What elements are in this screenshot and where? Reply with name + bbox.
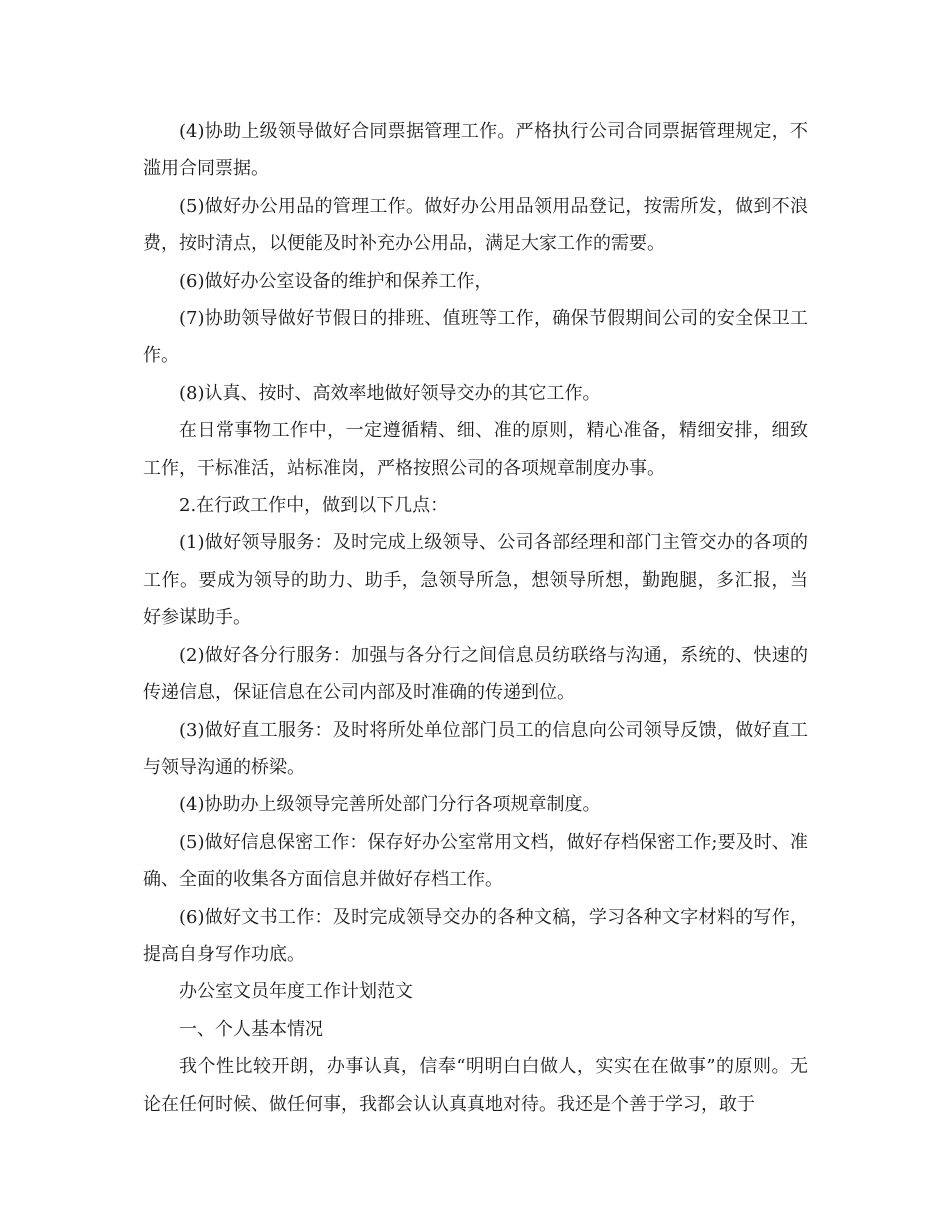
- section-subtitle: 一、个人基本情况: [179, 1018, 323, 1040]
- document-body: [143, 113, 808, 1123]
- paragraph-holiday-shifts: (7)协助领导做好节假日的排班、值班等工作，确保节假期间公司的安全保卫工作。: [143, 308, 808, 367]
- paragraph-branch-service: (2)做好各分行服务：加强与各分行之间信息员纺联络与沟通，系统的、快速的传递信息，保证信息在公司内部及时准确的传递到位。: [143, 644, 808, 704]
- paragraph-rules-improvement: (4)协助办上级领导完善所处部门分行各项规章制度。: [179, 794, 601, 816]
- paragraph-contract-bills: (4)协助上级领导做好合同票据管理工作。严格执行公司合同票据管理规定，不滥用合同票据。: [143, 121, 808, 180]
- paragraph-other-tasks: (8)认真、按时、高效率地做好领导交办的其它工作。: [179, 382, 601, 404]
- paragraph-staff-service: (3)做好直工服务：及时将所处单位部门员工的信息向公司领导反馈，做好直工与领导沟通的桥梁。: [143, 719, 808, 778]
- paragraph-document-work: (6)做好文书工作：及时完成领导交办的各种文稿，学习各种文字材料的写作，提高自身写作功底。: [143, 906, 808, 965]
- paragraph-leader-service: (1)做好领导服务：及时完成上级领导、公司各部经理和部门主管交办的各项的工作。要成为领导的助力、助手，急领导所急，想领导所想，勤跑腿，多汇报，当好参谋助手。: [143, 532, 808, 629]
- paragraph-confidentiality: (5)做好信息保密工作：保存好办公室常用文档，做好存档保密工作;要及时、准确、全面的收集各方面信息并做好存档工作。: [143, 831, 808, 891]
- paragraph-daily-principles: 在日常事物工作中，一定遵循精、细、准的原则，精心准备，精细安排，细致工作，干标准活，站标准岗，严格按照公司的各项规章制度办事。: [143, 420, 808, 479]
- paragraph-personal-intro: 我个性比较开朗，办事认真，信奉“明明白白做人，实实在在做事”的原则。无论在任何时候、做任何事，我都会认认真真地对待。我还是个善于学习，敢于: [143, 1056, 808, 1115]
- section-title: 办公室文员年度工作计划范文: [179, 981, 413, 1003]
- paragraph-admin-heading: 2.在行政工作中，做到以下几点：: [179, 495, 449, 517]
- paragraph-equipment-maintenance: (6)做好办公室设备的维护和保养工作，: [179, 270, 493, 292]
- paragraph-office-supplies: (5)做好办公用品的管理工作。做好办公用品领用品登记，按需所发，做到不浪费，按时清点，以便能及时补充办公用品，满足大家工作的需要。: [143, 195, 808, 255]
